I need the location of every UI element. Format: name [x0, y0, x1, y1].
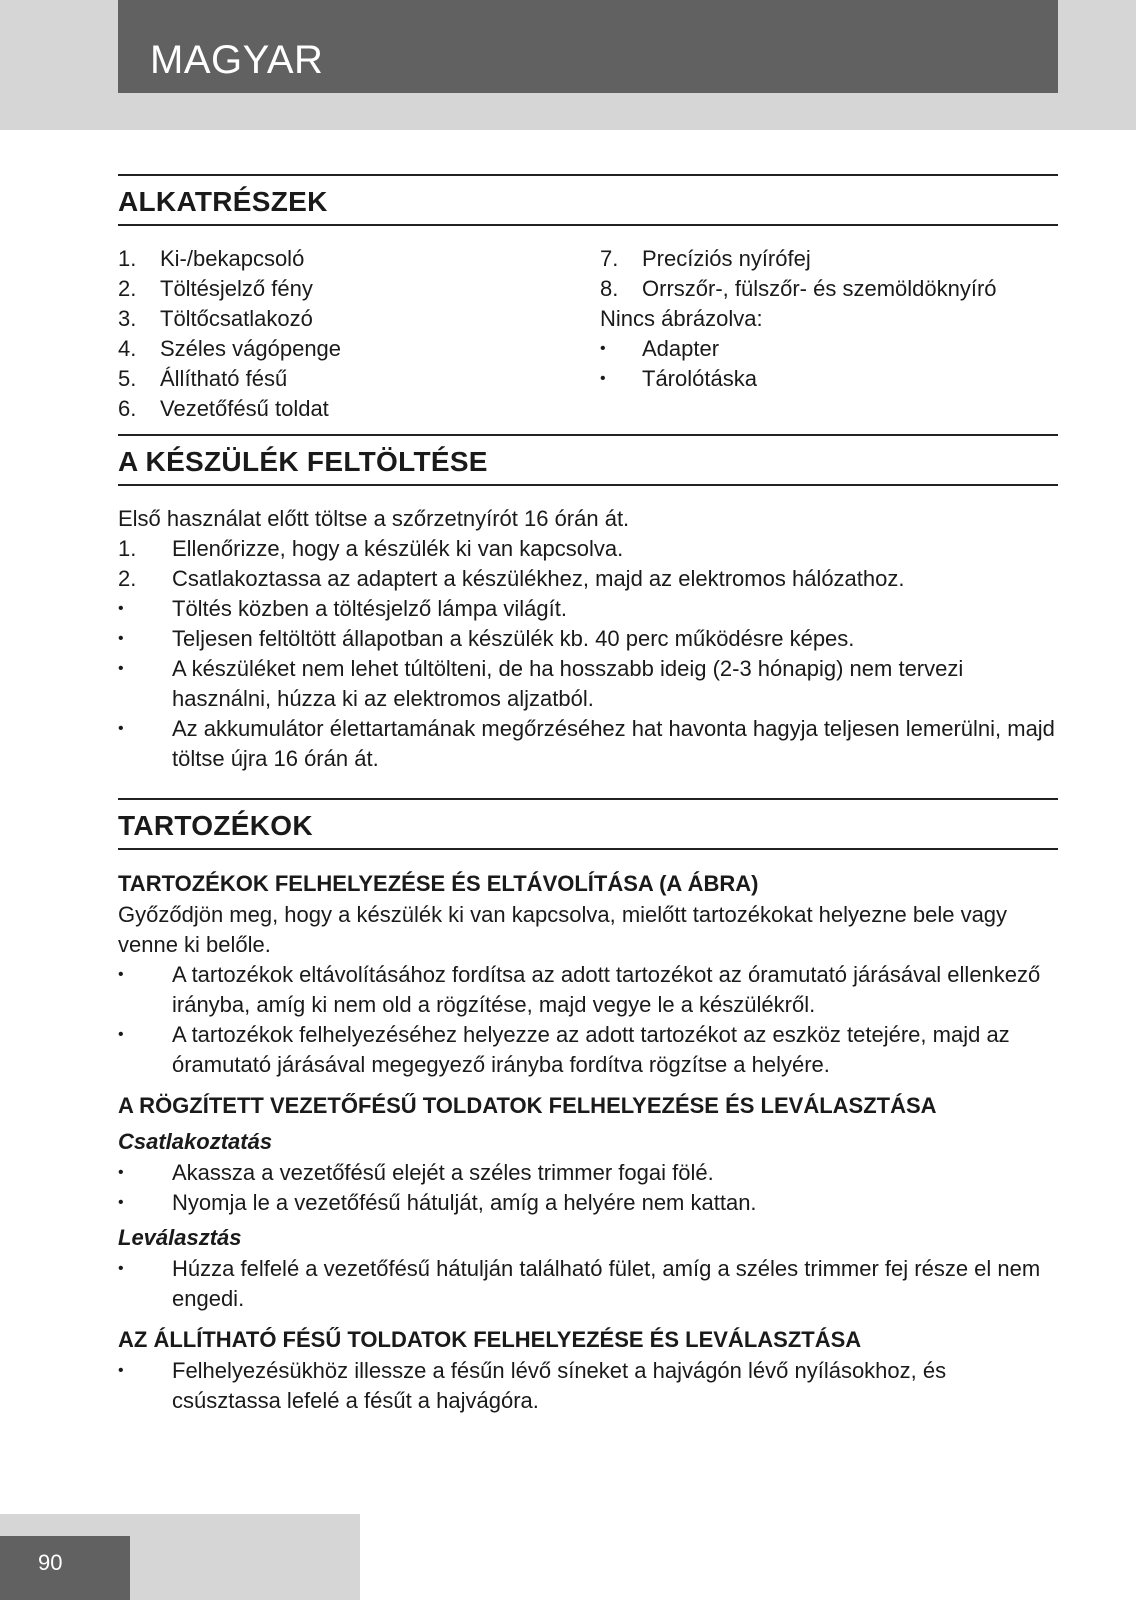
- paragraph: Győződjön meg, hogy a készülék ki van kapcsolva, mielőtt tartozékokat helyezne bele vagy venne ki belőle.: [118, 902, 1008, 957]
- list-item: 8. Orrszőr-, fülszőr- és szemöldöknyíró: [600, 276, 997, 301]
- bullet-icon: •: [118, 600, 124, 617]
- not-shown-label: Nincs ábrázolva:: [600, 306, 763, 331]
- page-number: 90: [38, 1550, 63, 1575]
- parts-list: [118, 244, 1058, 424]
- bullet-icon: •: [118, 1362, 124, 1379]
- bullet-icon: •: [118, 1026, 124, 1043]
- list-item: • A készüléket nem lehet túltölteni, de ha hosszabb ideig (2-3 hónapig) nem tervezi használni, húzza ki az elektromos aljzatból.: [118, 654, 1058, 714]
- bullet-icon: •: [118, 966, 124, 983]
- bullet-icon: •: [118, 1164, 124, 1181]
- charging-intro: Első használat előtt töltse a szőrzetnyírót 16 órán át.: [118, 506, 630, 531]
- list-item: 1. Ki-/bekapcsoló: [118, 246, 305, 271]
- list-item: • Húzza felfelé a vezetőfésű hátulján található fület, amíg a széles trimmer fej része el nem engedi.: [118, 1254, 1058, 1314]
- list-item: • Felhelyezésükhöz illessze a fésűn lévő síneket a hajvágón lévő nyílásokhoz, és csúsztassa lefelé a fésűt a hajvágóra.: [118, 1356, 1058, 1416]
- list-item: • Töltés közben a töltésjelző lámpa világít.: [118, 594, 1058, 624]
- bullet-icon: •: [118, 660, 124, 677]
- list-item: • A tartozékok felhelyezéséhez helyezze az adott tartozékot az eszköz tetejére, majd az óramutató járásával megegyező irányba fordítva rögzítse a helyére.: [118, 1020, 1058, 1080]
- list-item: • Tárolótáska: [600, 364, 1058, 394]
- language-title: MAGYAR: [150, 38, 324, 82]
- bullet-icon: •: [118, 630, 124, 647]
- bullet-icon: •: [118, 1194, 124, 1211]
- list-item: 4. Széles vágópenge: [118, 336, 342, 361]
- section-title-accessories: TARTOZÉKOK: [118, 798, 1058, 850]
- section-title-parts: ALKATRÉSZEK: [118, 174, 1058, 226]
- bullet-icon: •: [600, 370, 606, 387]
- list-item: • Teljesen feltöltött állapotban a készülék kb. 40 perc működésre képes.: [118, 624, 1058, 654]
- bullet-icon: •: [118, 1260, 124, 1277]
- list-item: 3. Töltőcsatlakozó: [118, 306, 313, 331]
- italic-heading: Leválasztás: [118, 1225, 242, 1250]
- subsection-title: A RÖGZÍTETT VEZETŐFÉSŰ TOLDATOK FELHELYEZÉSE ÉS LEVÁLASZTÁSA: [118, 1093, 937, 1118]
- bullet-icon: •: [118, 720, 124, 737]
- parts-list-left: [118, 244, 600, 424]
- list-item: 5. Állítható fésű: [118, 366, 288, 391]
- section-title-charging: A KÉSZÜLÉK FELTÖLTÉSE: [118, 434, 1058, 486]
- list-item: 2. Csatlakoztassa az adaptert a készülékhez, majd az elektromos hálózathoz.: [118, 566, 905, 591]
- list-item: 6. Vezetőfésű toldat: [118, 396, 329, 421]
- subsection-title: TARTOZÉKOK FELHELYEZÉSE ÉS ELTÁVOLÍTÁSA (A ÁBRA): [118, 871, 759, 896]
- list-item: • Adapter: [600, 334, 1058, 364]
- list-item: • Akassza a vezetőfésű elejét a széles trimmer fogai fölé.: [118, 1158, 1058, 1188]
- list-item: 7. Precíziós nyírófej: [600, 246, 811, 271]
- parts-list-right: [600, 244, 1058, 424]
- list-item: • Az akkumulátor élettartamának megőrzéséhez hat havonta hagyja teljesen lemerülni, majd töltse újra 16 órán át.: [118, 714, 1058, 774]
- list-item: 2. Töltésjelző fény: [118, 276, 313, 301]
- italic-heading: Csatlakoztatás: [118, 1129, 273, 1154]
- language-bar: [118, 0, 1058, 93]
- list-item: • A tartozékok eltávolításához fordítsa az adott tartozékot az óramutató járásával ellenkező irányba, amíg ki nem old a rögzítése, majd vegye le a készülékről.: [118, 960, 1058, 1020]
- list-item: 1. Ellenőrizze, hogy a készülék ki van kapcsolva.: [118, 536, 624, 561]
- page-content: [118, 174, 1058, 1416]
- page-number-box: [0, 1536, 130, 1600]
- subsection-title: AZ ÁLLÍTHATÓ FÉSŰ TOLDATOK FELHELYEZÉSE ÉS LEVÁLASZTÁSA: [118, 1327, 862, 1352]
- bullet-icon: •: [600, 340, 606, 357]
- list-item: • Nyomja le a vezetőfésű hátulját, amíg a helyére nem kattan.: [118, 1188, 1058, 1218]
